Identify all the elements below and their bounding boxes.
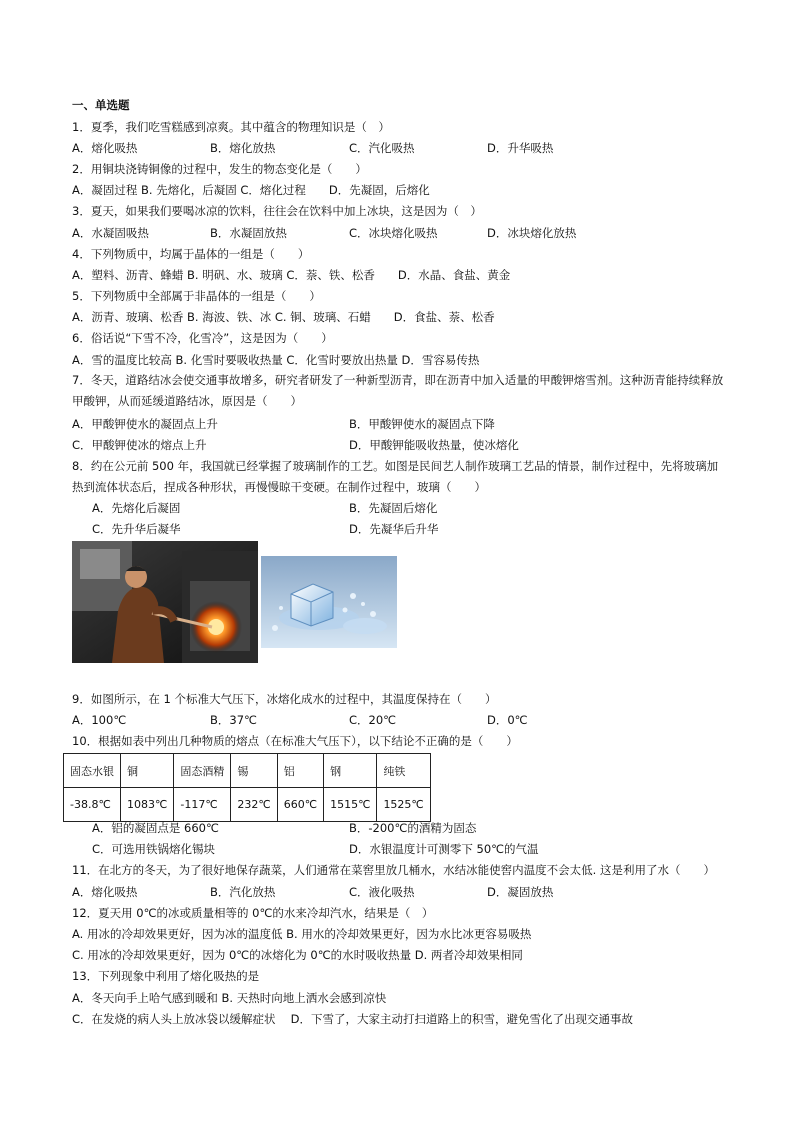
melting-ice-cube-photo-icon <box>261 556 397 648</box>
question-11-option-a[interactable]: A．熔化吸热 <box>72 885 138 899</box>
table-header-cell: 铝 <box>277 754 323 788</box>
table-row <box>64 788 431 822</box>
question-7-option-b[interactable]: B．甲酸钾使水的凝固点下降 <box>349 417 495 431</box>
question-3-option-d[interactable]: D．冰块熔化放热 <box>487 226 577 240</box>
table-cell: -38.8℃ <box>64 788 121 822</box>
question-10-option-d[interactable]: D．水银温度计可测零下 50℃的气温 <box>349 842 539 856</box>
question-1-option-d[interactable]: D．升华吸热 <box>487 141 554 155</box>
question-9-option-d[interactable]: D．0℃ <box>487 713 528 727</box>
question-10-option-b[interactable]: B．-200℃的酒精为固态 <box>349 821 477 835</box>
question-6-stem: 6．俗话说“下雪不冷，化雪冷”，这是因为（ ） <box>72 331 333 345</box>
question-11-option-c[interactable]: C．液化吸热 <box>349 885 415 899</box>
glassblower-photo <box>72 541 258 663</box>
question-8-option-a[interactable]: A．先熔化后凝固 <box>92 501 181 515</box>
question-6-options[interactable]: A．雪的温度比较高 B. 化雪时要吸收热量 C．化雪时要放出热量 D．雪容易传热 <box>72 353 480 367</box>
question-8-option-d[interactable]: D．先凝华后升华 <box>349 522 439 536</box>
table-header-row <box>64 754 431 788</box>
question-7-stem: 7．冬天，道路结冰会使交通事故增多，研究者研发了一种新型沥青，即在沥青中加入适量的甲酸钾熔雪剂。这种沥青能持续释放甲酸钾，从而延缓道路结冰，原因是（ ） <box>72 373 724 408</box>
melting-point-table <box>63 753 431 822</box>
question-13-options-line-1[interactable]: A．冬天向手上哈气感到暖和 B. 天热时向地上洒水会感到凉快 <box>72 991 387 1005</box>
question-11-option-b[interactable]: B．汽化放热 <box>210 885 276 899</box>
table-header-cell: 纯铁 <box>377 754 430 788</box>
question-4-options[interactable]: A．塑料、沥青、蜂蜡 B. 明矾、水、玻璃 C．萘、铁、松香 D．水晶、食盐、黄金 <box>72 268 511 282</box>
question-1-option-a[interactable]: A．熔化吸热 <box>72 141 138 155</box>
question-13-stem: 13．下列现象中利用了熔化吸热的是 <box>72 969 260 983</box>
question-2-options[interactable]: A．凝固过程 B. 先熔化，后凝固 C．熔化过程 D．先凝固，后熔化 <box>72 183 430 197</box>
table-header-cell: 固态酒精 <box>174 754 231 788</box>
section-title: 一、单选题 <box>72 98 130 112</box>
question-12-stem: 12．夏天用 0℃的冰或质量相等的 0℃的水来冷却汽水，结果是（ ） <box>72 906 434 920</box>
glassblower-furnace-photo-icon <box>72 541 258 663</box>
table-header-cell: 锡 <box>231 754 277 788</box>
question-9-option-a[interactable]: A．100℃ <box>72 713 127 727</box>
table-cell: -117℃ <box>174 788 231 822</box>
question-5-stem: 5．下列物质中全部属于非晶体的一组是（ ） <box>72 289 321 303</box>
question-3-option-c[interactable]: C．冰块熔化吸热 <box>349 226 438 240</box>
question-12-options-line-1[interactable]: A. 用冰的冷却效果更好，因为冰的温度低 B. 用水的冷却效果更好，因为水比冰更容易吸热 <box>72 927 532 941</box>
question-7-option-d[interactable]: D．甲酸钾能吸收热量，使冰熔化 <box>349 438 519 452</box>
question-3-option-a[interactable]: A．水凝固吸热 <box>72 226 149 240</box>
table-cell: 660℃ <box>277 788 323 822</box>
question-3-stem: 3．夏天，如果我们要喝冰凉的饮料，往往会在饮料中加上冰块，这是因为（ ） <box>72 204 482 218</box>
question-9-stem: 9．如图所示，在 1 个标准大气压下，冰熔化成水的过程中，其温度保持在（ ） <box>72 692 497 706</box>
question-10-option-a[interactable]: A．铝的凝固点是 660℃ <box>92 821 219 835</box>
question-1-option-b[interactable]: B．熔化放热 <box>210 141 276 155</box>
question-10-option-c[interactable]: C．可选用铁锅熔化锡块 <box>92 842 216 856</box>
table-cell: 1525℃ <box>377 788 430 822</box>
question-9-option-c[interactable]: C．20℃ <box>349 713 397 727</box>
question-8-stem: 8．约在公元前 500 年，我国就已经掌握了玻璃制作的工艺。如图是民间艺人制作玻璃工艺品的情景，制作过程中，先将玻璃加热到流体状态后，捏成各种形状，再慢慢晾干变硬。在制作过程中，玻璃（ ） <box>72 459 719 494</box>
table-cell: 1083℃ <box>121 788 174 822</box>
question-5-options[interactable]: A．沥青、玻璃、松香 B. 海波、铁、冰 C. 铜、玻璃、石蜡 D．食盐、萘、松香 <box>72 310 495 324</box>
question-9-option-b[interactable]: B．37℃ <box>210 713 257 727</box>
table-header-cell: 钢 <box>324 754 377 788</box>
table-header-cell: 固态水银 <box>64 754 121 788</box>
question-3-option-b[interactable]: B．水凝固放热 <box>210 226 287 240</box>
question-8-option-b[interactable]: B．先凝固后熔化 <box>349 501 438 515</box>
question-11-stem: 11．在北方的冬天，为了很好地保存蔬菜，人们通常在菜窖里放几桶水，水结冰能使窖内温度不会太低. 这是利用了水（ ） <box>72 863 715 877</box>
ice-cube-photo <box>261 556 397 648</box>
question-1-stem: 1．夏季，我们吃雪糕感到凉爽。其中蕴含的物理知识是（ ） <box>72 120 390 134</box>
table-cell: 1515℃ <box>324 788 377 822</box>
question-7-option-c[interactable]: C．甲酸钾使冰的熔点上升 <box>72 438 207 452</box>
question-13-options-line-2[interactable]: C．在发烧的病人头上放冰袋以缓解症状 D．下雪了，大家主动打扫道路上的积雪，避免雪化了出现交通事故 <box>72 1012 634 1026</box>
question-4-stem: 4．下列物质中，均属于晶体的一组是（ ） <box>72 247 310 261</box>
question-2-stem: 2．用铜块浇铸铜像的过程中，发生的物态变化是（ ） <box>72 162 367 176</box>
question-11-option-d[interactable]: D．凝固放热 <box>487 885 554 899</box>
table-header-cell: 铜 <box>121 754 174 788</box>
question-12-options-line-2[interactable]: C. 用冰的冷却效果更好，因为 0℃的冰熔化为 0℃的水时吸收热量 D. 两者冷却效果相同 <box>72 948 523 962</box>
table-cell: 232℃ <box>231 788 277 822</box>
question-10-stem: 10．根据如表中列出几种物质的熔点（在标准大气压下），以下结论不正确的是（ ） <box>72 734 518 748</box>
question-1-option-c[interactable]: C．汽化吸热 <box>349 141 415 155</box>
question-7-option-a[interactable]: A．甲酸钾使水的凝固点上升 <box>72 417 218 431</box>
question-8-option-c[interactable]: C．先升华后凝华 <box>92 522 181 536</box>
